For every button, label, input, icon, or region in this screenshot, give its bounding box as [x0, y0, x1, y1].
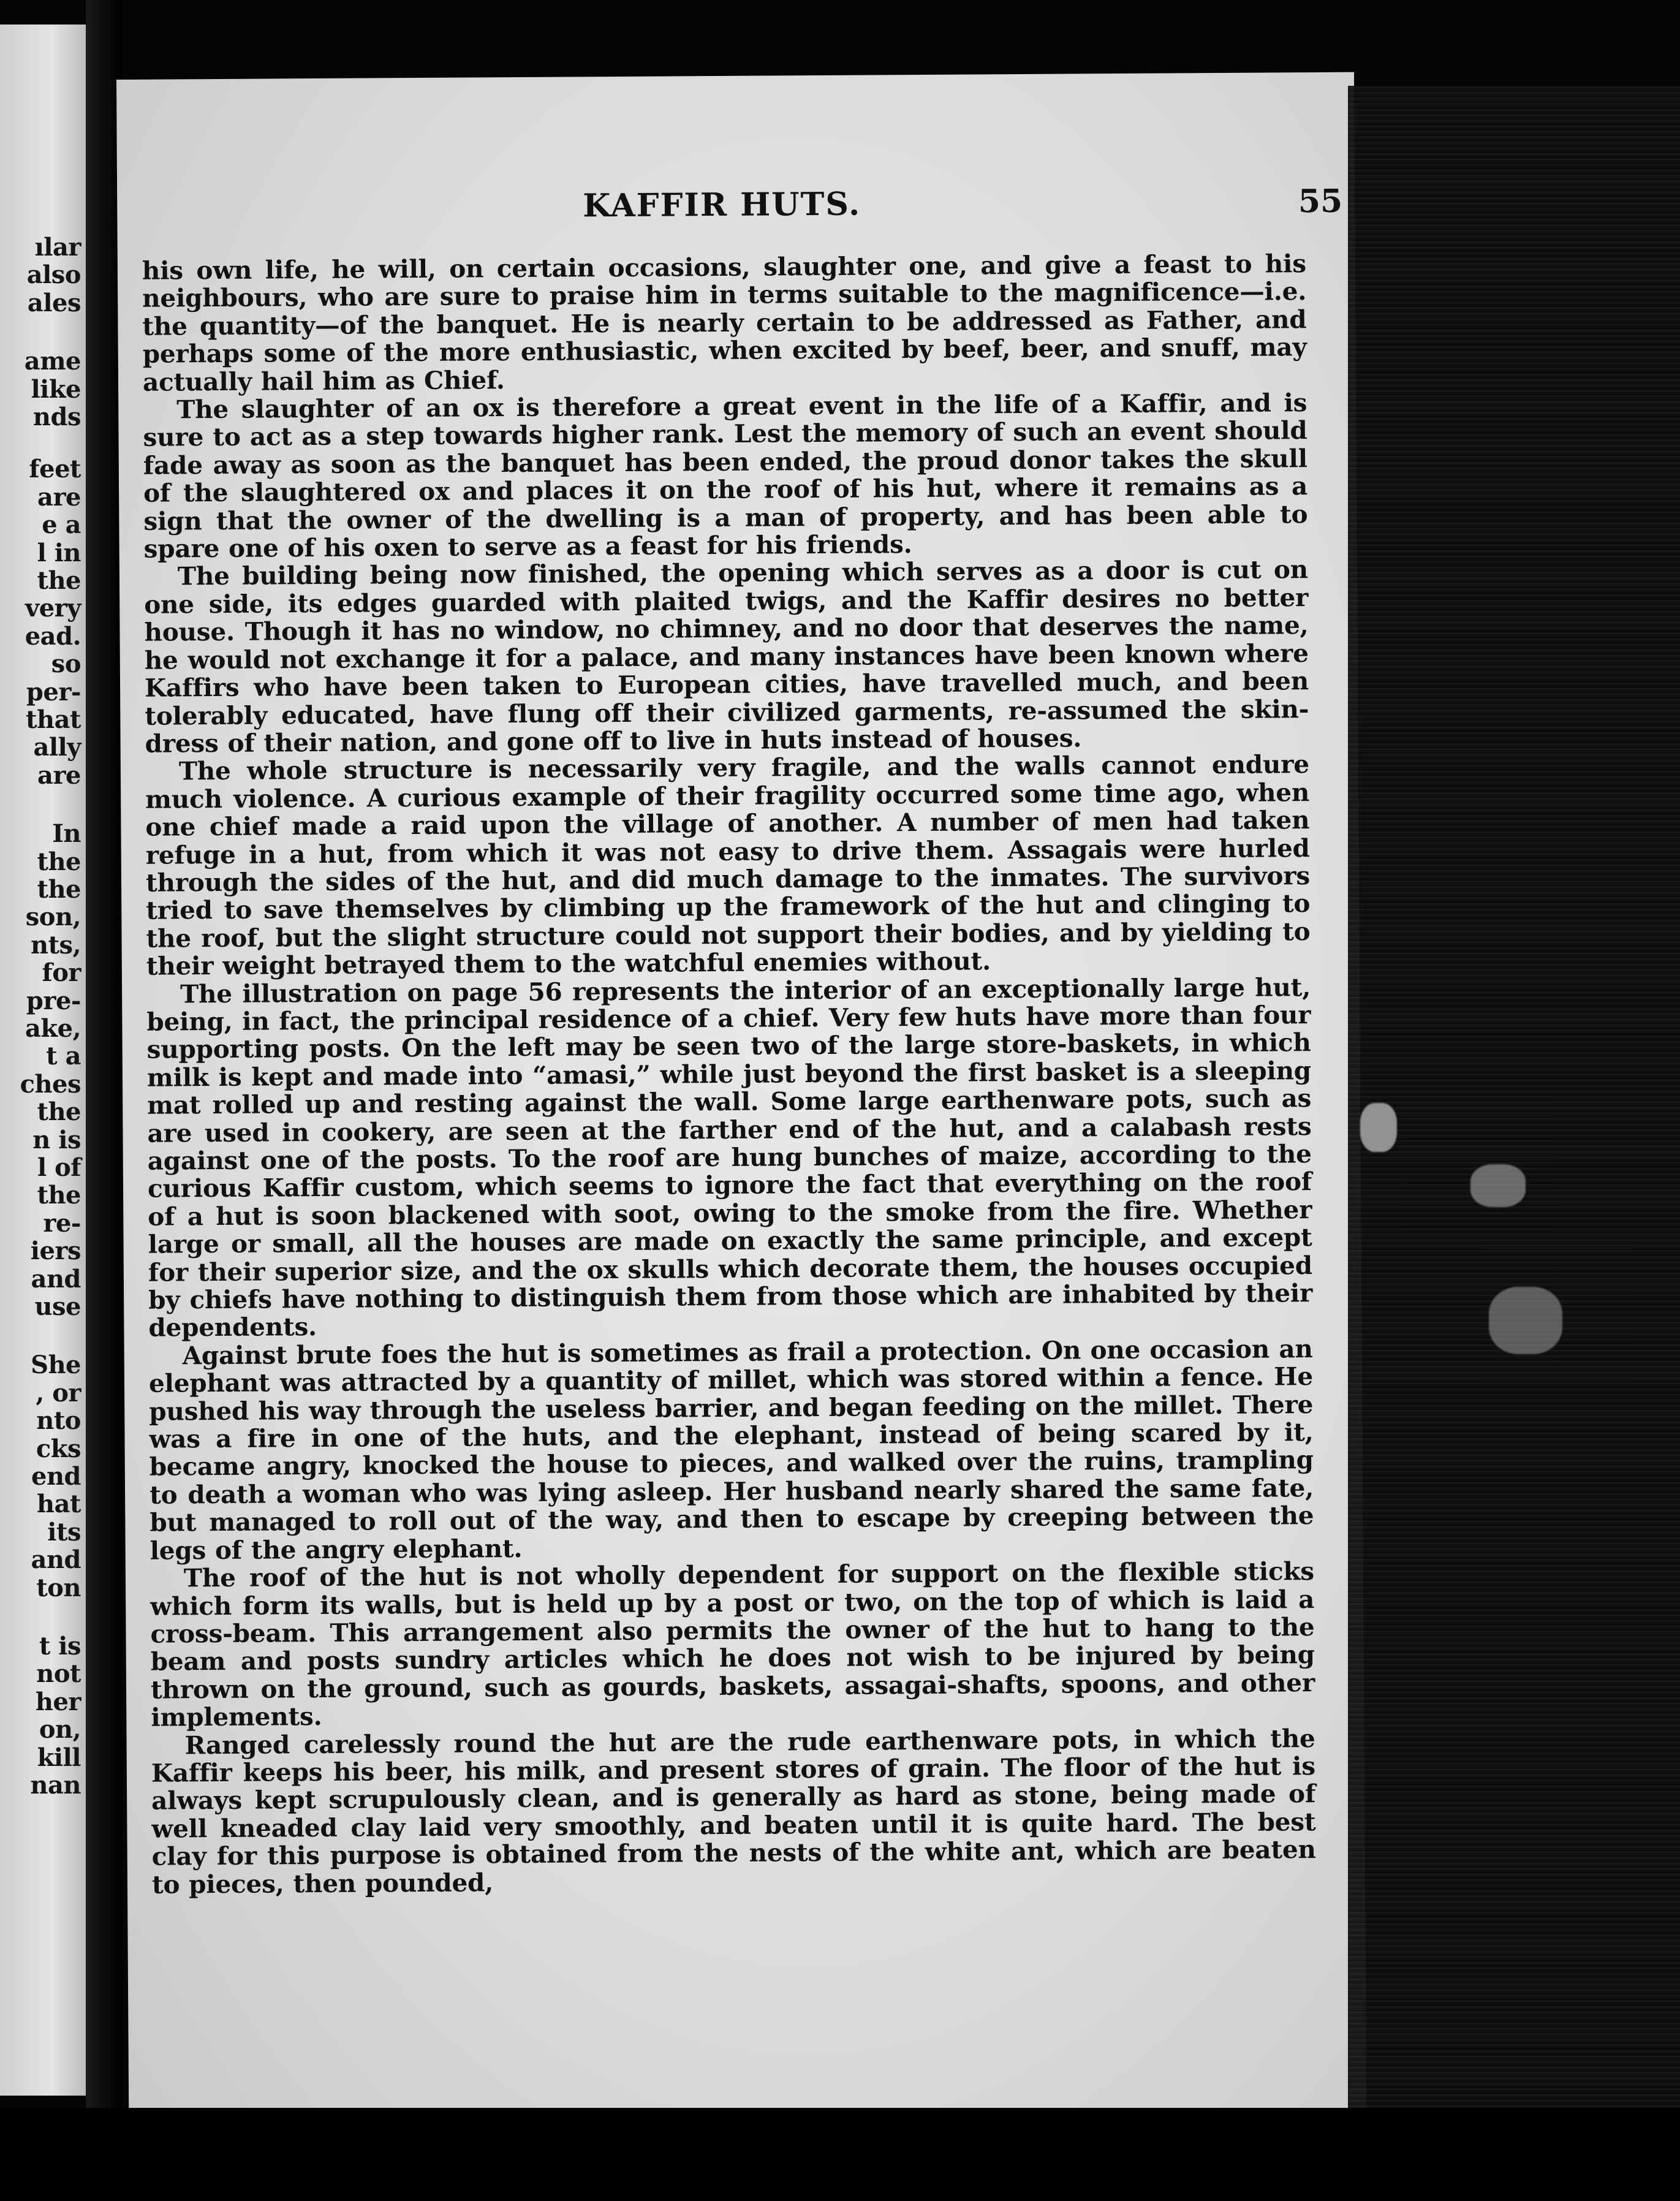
adjacent-page-text: are — [37, 760, 81, 790]
adjacent-page-text: the — [37, 566, 81, 595]
adjacent-page-text: so — [51, 650, 81, 679]
adjacent-page-text: t a — [46, 1042, 81, 1071]
paragraph: The slaughter of an ox is therefore a great event in the life of a Kaffir, and is sure to act as a step towards higher rank. Lest the memory of such an event should fade away as soon as the banquet has been ended, the proud donor takes the skull of the slaughtered ox and places it on the roof of his hut, where it remains as a sign that the owner of the dwelling is a man of property, and has been able to spare one of his oxen to serve as a feast for his friends. — [143, 388, 1308, 564]
adjacent-page-text: nds — [32, 403, 81, 431]
adjacent-page-text: the — [37, 1097, 81, 1127]
adjacent-page-text: not — [36, 1659, 81, 1689]
adjacent-page-text: t is — [39, 1632, 81, 1661]
paper-speck — [1470, 1164, 1526, 1207]
scan-border — [0, 2108, 1680, 2201]
adjacent-page-text: the — [37, 875, 81, 904]
adjacent-page-text: ame — [24, 347, 81, 376]
paper-speck — [1489, 1287, 1562, 1354]
adjacent-page-text: nan — [30, 1771, 81, 1800]
adjacent-page-text: son, — [25, 903, 81, 932]
adjacent-page-text: ally — [33, 733, 81, 762]
body-text — [142, 250, 1316, 1899]
adjacent-page-text: per- — [26, 677, 81, 707]
adjacent-page-text: In — [52, 819, 81, 849]
adjacent-page-text: She — [31, 1351, 81, 1380]
adjacent-page-text: pre- — [26, 986, 81, 1015]
adjacent-page-text: its — [47, 1517, 81, 1547]
adjacent-page-text: use — [34, 1292, 81, 1321]
adjacent-page-text: l in — [37, 538, 81, 567]
book-gutter — [86, 0, 123, 2201]
adjacent-page-text: like — [31, 374, 81, 404]
adjacent-page-text: for — [42, 958, 81, 988]
adjacent-page-text: ches — [20, 1069, 81, 1099]
adjacent-page-text: on, — [39, 1715, 81, 1745]
adjacent-page-text: kill — [37, 1743, 81, 1772]
adjacent-page-text: end — [31, 1462, 81, 1491]
paragraph: The whole structure is necessarily very fragile, and the walls cannot endure much violence. A curious example of their fragility occurred some time ago, when one chief made a raid upon the village of another. A number of men had taken refuge in a hut, from which it was not easy to drive them. Assagais were hurled through the sides of the hut, and did much damage to the inmates. The survivors tried to save themselves by climbing up the framework of the hut and clinging to the roof, but the slight structure could not support their bodies, and by yielding to their weight betrayed them to the watchful enemies without. — [145, 749, 1311, 981]
adjacent-page-fragment — [0, 25, 86, 2096]
adjacent-page-text: feet — [29, 455, 81, 484]
adjacent-page-text: and — [31, 1264, 81, 1294]
adjacent-page-text: e a — [42, 510, 81, 540]
adjacent-page-text: and — [31, 1545, 81, 1575]
adjacent-page-text: nts, — [30, 930, 81, 960]
adjacent-page-text: the — [37, 1181, 81, 1210]
paragraph: his own life, he will, on certain occasions, slaughter one, and give a feast to his neighbours, who are sure to praise him in terms suitable to the magnificence—i.e. the quantity—of the banquet. He is nearly certain to be addressed as Father, and perhaps some of the more enthusiastic, when excited by beef, beer, and snuff, may actually hail him as Chief. — [142, 249, 1307, 397]
book-edge-shadow — [1348, 86, 1680, 2108]
adjacent-page-text: re- — [43, 1208, 81, 1238]
page-number: 55 — [1298, 182, 1343, 221]
adjacent-page-text: the — [37, 847, 81, 876]
paragraph: The roof of the hut is not wholly dependent for support on the flexible sticks which form its walls, but is held up by a post or two, on the top of which is laid a cross-beam. This arrangement also permits the owner of the hut to hang to the beam and posts sundry articles which he does not wish to be injured by being thrown on the ground, such as gourds, baskets, assagai-shafts, spoons, and other implements. — [150, 1556, 1315, 1732]
adjacent-page-text: are — [37, 482, 81, 512]
adjacent-page-text: , or — [36, 1378, 81, 1407]
adjacent-page-text: also — [26, 260, 81, 290]
paragraph: The illustration on page 56 represents the interior of an exceptionally large hut, being, in fact, the principal residence of a chief. Very few huts have more than four supporting posts. On the left may be seen two of the large store-baskets, in which milk is kept and made into “amasi,” while just beyond the first basket is a sleeping mat rolled up and resting against the wall. Some large earthenware pots, such as are used in cookery, are seen at the farther end of the hut, and a calabash rests against one of the posts. To the roof are hung bunches of maize, according to the curious Kaffir custom, which seems to ignore the fact that everything on the roof of a hut is soon blackened with soot, owing to the smoke from the fire. Whether large or small, all the houses are made on exactly the same principle, and except for their superior size, and the ox skulls which decorate them, the houses occupied by chiefs have nothing to distinguish them from those which are inhabited by their dependents. — [146, 972, 1313, 1343]
paper-speck — [1360, 1103, 1397, 1152]
adjacent-page-text: n is — [32, 1125, 81, 1154]
book-page — [116, 72, 1366, 2120]
paragraph: Ranged carelessly round the hut are the rude earthenware pots, in which the Kaffir keeps his beer, his milk, and present stores of grain. The floor of the hut is always kept scrupulously clean, and is generally as hard as stone, being made of well kneaded clay laid very smoothly, and beaten until it is quite hard. The best clay for this purpose is obtained from the nests of the white ant, which are beaten to pieces, then pounded, — [151, 1723, 1316, 1900]
paragraph: The building being now finished, the opening which serves as a door is cut on one side, its edges guarded with plaited twigs, and the Kaffir desires no better house. Though it has no window, no chimney, and no door that deserves the name, he would not exchange it for a palace, and many instances have been known where Kaffirs who have been taken to European cities, have travelled much, and been tolerably educated, have flung off their civilized garments, re-assumed the skin-dress of their nation, and gone off to live in huts instead of houses. — [144, 555, 1309, 759]
adjacent-page-text: ead. — [25, 621, 81, 651]
adjacent-page-text: very — [25, 594, 81, 623]
adjacent-page-text: that — [26, 705, 81, 734]
adjacent-page-text: hat — [37, 1490, 81, 1519]
adjacent-page-text: ake, — [25, 1014, 81, 1043]
adjacent-page-text: her — [35, 1687, 81, 1716]
running-head: KAFFIR HUTS. — [583, 185, 861, 225]
adjacent-page-text: ton — [36, 1573, 81, 1602]
adjacent-page-text: iers — [30, 1237, 81, 1266]
adjacent-page-text: ales — [27, 288, 81, 317]
adjacent-page-text: cks — [36, 1434, 81, 1463]
adjacent-page-text: nto — [36, 1406, 81, 1436]
adjacent-page-text: l of — [37, 1153, 81, 1182]
paragraph: Against brute foes the hut is sometimes as frail a protection. On one occasion an elephant was attracted by a quantity of millet, which was stored within a fence. He pushed his way through the useless barrier, and began feeding on the millet. There was a fire in one of the huts, and the elephant, instead of being scared by it, became angry, knocked the house to pieces, and walked over the ruins, trampling to death a woman who was lying asleep. Her husband nearly shared the same fate, but managed to roll out of the way, and then to escape by creeping between the legs of the angry elephant. — [148, 1333, 1314, 1566]
adjacent-page-text: ılar — [34, 233, 81, 262]
